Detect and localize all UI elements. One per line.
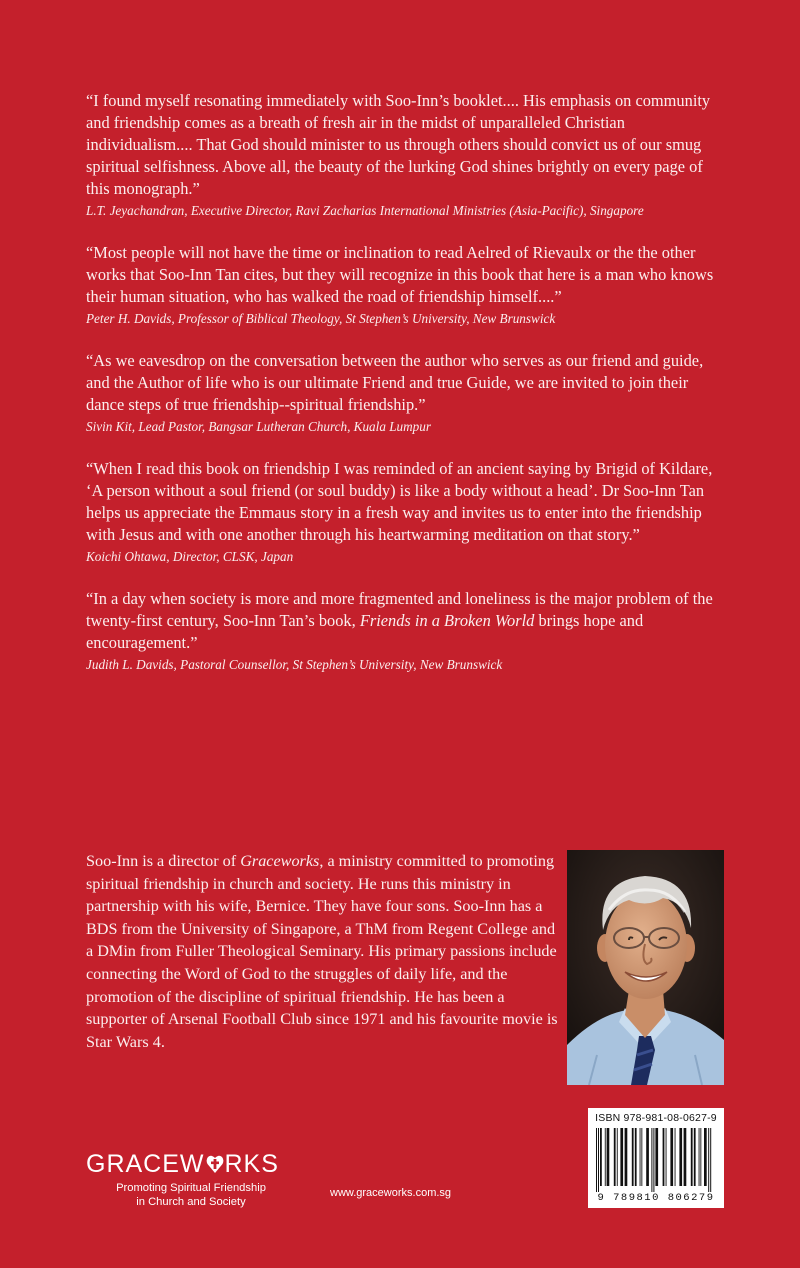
endorsement (86, 350, 726, 436)
endorsement (86, 458, 726, 566)
barcode-bar (614, 1128, 616, 1186)
barcode-bar (691, 1128, 693, 1186)
barcode-bar (684, 1128, 687, 1186)
heart-cross-icon (206, 1154, 224, 1174)
bio-text: , a ministry committed to promoting spiritual friendship in church and society. He runs this ministry in partnership with his wife, Bernice. They have four sons. Soo-Inn has a BDS from the University of Singapore, a ThM from Regent College and a DMin from Fuller Theological Seminary. His primary passions include connecting the Word of God to the struggles of daily life, and the promotion of the discipline of spiritual friendship. He has been a supporter of Arsenal Football Club since 1971 and his favourite movie is Star Wars 4. (86, 852, 558, 1051)
endorsement-quote: “When I read this book on friendship I was reminded of an ancient saying by Brigid of Kildare, ‘A person without a soul friend (or soul buddy) is like a body without a head’. Dr Soo-Inn Tan helps us appreciate the Emmaus story in a fresh way and invites us to enter into the friendship with Jesus and with one another through his heartwarming meditation on that story.” (86, 459, 713, 544)
barcode-bar (605, 1128, 606, 1186)
author-portrait-image (567, 850, 724, 1085)
barcode-bar (651, 1128, 652, 1192)
endorsement-quote (86, 588, 726, 654)
quote-text: “In a day when society is more and more fragmented and loneliness is the major problem of the twenty-first century, Soo-Inn Tan’s book, (86, 589, 713, 630)
barcode-bar (617, 1128, 618, 1186)
isbn-label: ISBN 978-981-08-0627-9 (595, 1112, 717, 1124)
endorsement-attribution: L.T. Jeyachandran, Executive Director, Ravi Zacharias International Ministries (Asia-Pacific), Singapore (86, 203, 644, 218)
endorsement-attribution: Koichi Ohtawa, Director, CLSK, Japan (86, 549, 294, 564)
barcode-bar (600, 1128, 602, 1186)
barcode-bar (632, 1128, 634, 1186)
author-photo (567, 850, 724, 1085)
logo-wordmark (86, 1150, 296, 1178)
book-title: Friends in a Broken World (359, 611, 535, 630)
endorsement-attribution: Judith L. Davids, Pastoral Counsellor, St Stephen’s University, New Brunswick (86, 657, 503, 672)
barcode-bar (653, 1128, 654, 1192)
barcode-bar (635, 1128, 637, 1186)
barcode-bar (620, 1128, 623, 1186)
barcode-bar (646, 1128, 649, 1186)
publisher-website: www.graceworks.com.sg (330, 1187, 452, 1199)
logo-text: GRACEW (86, 1150, 205, 1178)
barcode-bar (675, 1128, 676, 1186)
endorsement-quote: “Most people will not have the time or inclination to read Aelred of Rievaulx or the the other works that Soo-Inn Tan cites, but they will recognize in this book that here is a man who knows their human situation, who has walked the road of friendship himself....” (86, 243, 714, 306)
barcode-bar (710, 1128, 711, 1192)
author-bio (86, 850, 558, 1053)
barcode-bar (663, 1128, 665, 1186)
logo-text: RKS (224, 1150, 279, 1178)
barcode-bar (596, 1128, 597, 1192)
barcode-bar (694, 1128, 696, 1186)
barcode-bar (670, 1128, 673, 1186)
tagline-line: in Church and Society (136, 1196, 246, 1208)
endorsement-quote: “I found myself resonating immediately with Soo-Inn’s booklet.... His emphasis on community and friendship comes as a breath of fresh air in the midst of unparalleled Christian individualism.... That God should minister to us through others should convict us of our smug spiritual selfishness. Above all, the beauty of the lurking God shines brightly on every page of this monograph.” (86, 91, 711, 198)
barcode-bar (655, 1128, 658, 1186)
tagline-line: Promoting Spiritual Friendship (116, 1182, 266, 1194)
endorsements (86, 90, 726, 696)
barcode-bar (679, 1128, 682, 1186)
barcode-bar (607, 1128, 610, 1186)
isbn-barcode (588, 1108, 724, 1208)
endorsement (86, 588, 726, 674)
endorsement-attribution: Sivin Kit, Lead Pastor, Bangsar Lutheran Church, Kuala Lumpur (86, 419, 431, 434)
endorsement-quote: “As we eavesdrop on the conversation between the author who serves as our friend and guide, and the Author of life who is our ultimate Friend and true Guide, we are invited to join their dance steps of true friendship--spiritual friendship.” (86, 351, 704, 414)
quote-text: brings hope and encouragement.” (86, 611, 644, 652)
barcode-bar (640, 1128, 641, 1186)
barcode-bar (598, 1128, 599, 1192)
barcode-digits: 9 789810 806279 (597, 1192, 715, 1204)
barcode-bar (666, 1128, 667, 1186)
barcode-bar (708, 1128, 709, 1192)
endorsement (86, 90, 726, 220)
barcode-bar (700, 1128, 701, 1186)
barcode-bars (594, 1128, 718, 1192)
graceworks-logo (86, 1150, 296, 1209)
endorsement (86, 242, 726, 328)
barcode-bar (699, 1128, 700, 1186)
org-name: Graceworks (240, 852, 320, 870)
barcode-bar (641, 1128, 642, 1186)
barcode-bar (625, 1128, 628, 1186)
logo-tagline (86, 1181, 296, 1209)
barcode-bar (704, 1128, 707, 1186)
endorsement-attribution: Peter H. Davids, Professor of Biblical Theology, St Stephen’s University, New Brunswick (86, 311, 556, 326)
bio-text: Soo-Inn is a director of (86, 852, 241, 870)
